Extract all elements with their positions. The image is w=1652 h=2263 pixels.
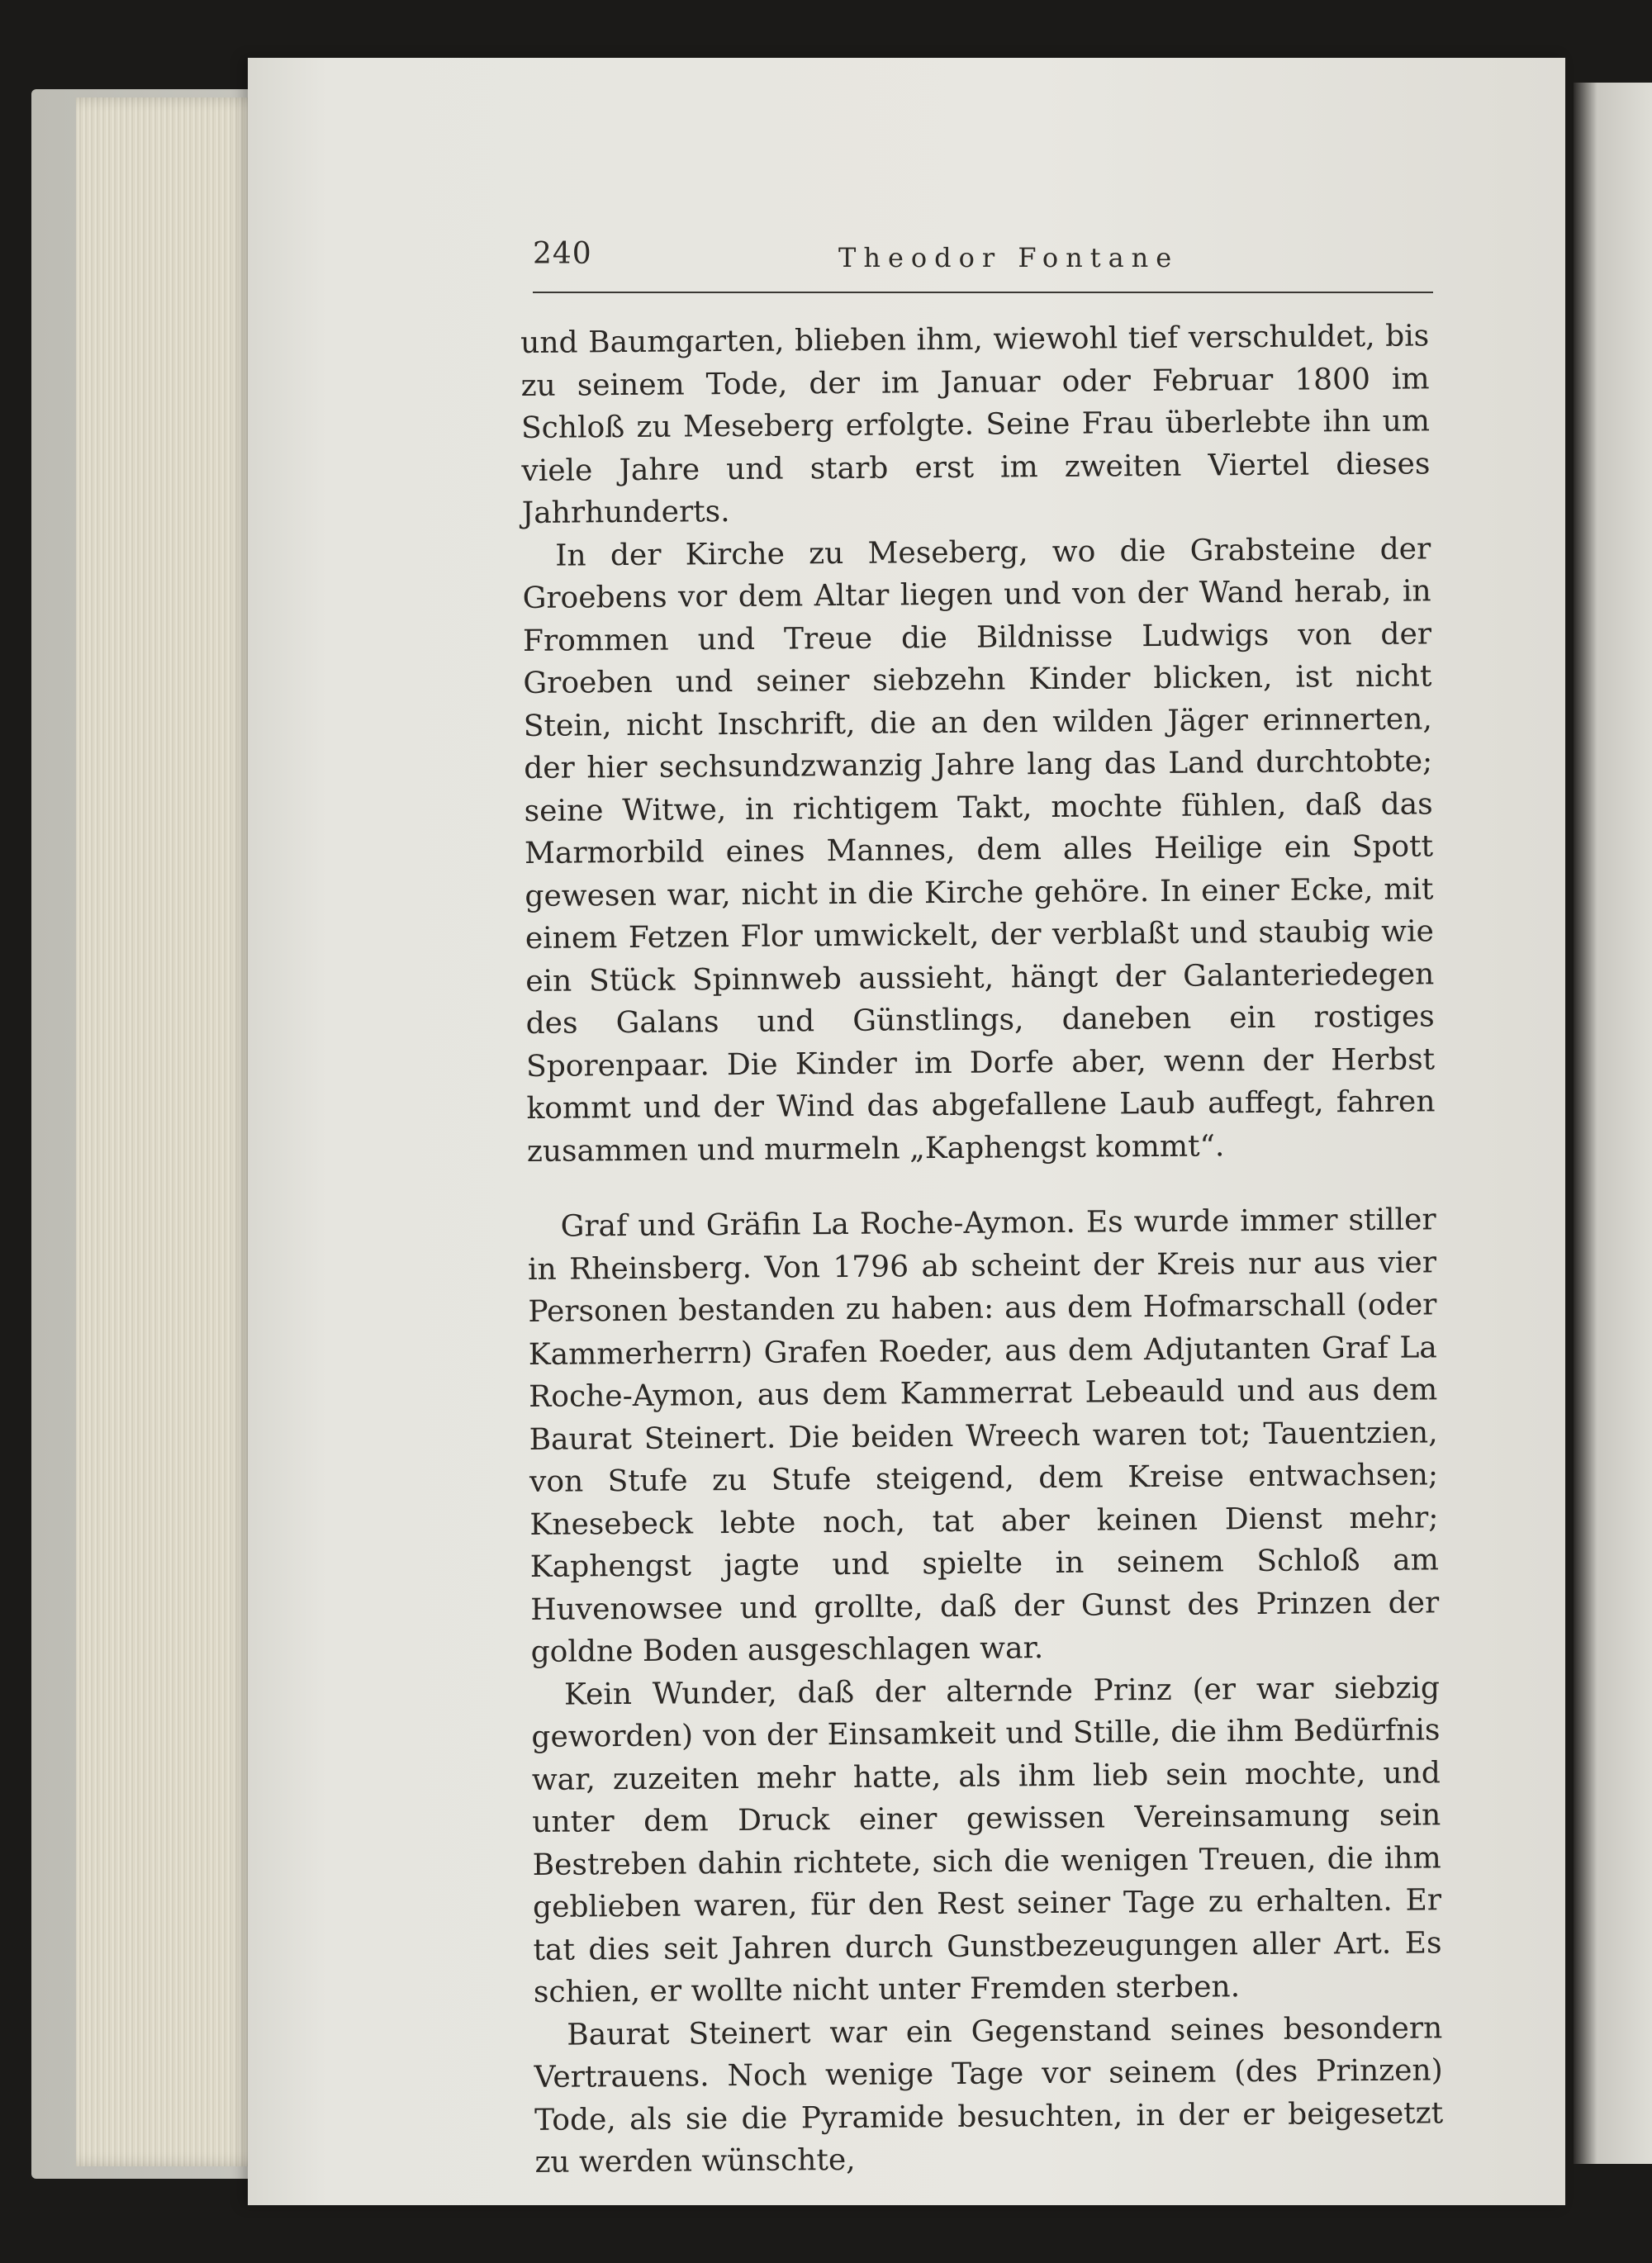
running-head: Theodor Fontane bbox=[838, 242, 1180, 273]
paragraph: Baurat Steinert war ein Gegenstand seines besondern Vertrauens. Noch wenige Tage vor seinem (des Prinzen) Tode, als sie die Pyramide besuchten, in der er beigesetzt zu werden wünschte, bbox=[534, 2010, 1444, 2180]
paragraph: und Baumgarten, blieben ihm, wiewohl tief verschuldet, bis zu seinem Tode, der im Januar oder Februar 1800 im Schloß zu Meseberg erfolgte. Seine Frau überlebte ihn um viele Jahre und starb erst im zweiten Viertel dieses Jahrhunderts. bbox=[520, 319, 1431, 530]
section-paragraph: Graf und Gräfin La Roche-Aymon. Es wurde immer stiller in Rheinsberg. Von 1796 ab scheint der Kreis nur aus vier Personen bestanden zu haben: aus dem Hofmarschall (oder Kammerherrn) Grafen Roeder, aus dem Adjutanten Graf La Roche-Aymon, aus dem Kammerrat Lebeauld und aus dem Baurat Steinert. Die beiden Wreech waren tot; Tauentzien, von Stufe zu Stufe steigend, dem Kreise entwachsen; Knesebeck lebte noch, tat aber keinen Dienst mehr; Kaphengst jagte und spielte in seinem Schloß am Huvenowsee und grollte, daß der Gunst des Prinzen der goldne Boden ausgeschlagen war. bbox=[527, 1203, 1440, 1669]
paragraph: Kein Wunder, daß der alternde Prinz (er war siebzig geworden) von der Einsamkeit und Stille, die ihm Bedürfnis war, zuzeiten mehr hatte, als ihm lieb sein mochte, und unter dem Druck einer gewissen Vereinsamung sein Bestreben dahin richtete, sich die wenigen Treuen, die ihm geblieben waren, für den Rest seiner Tage zu erhalten. Er tat dies seit Jahren durch Gunstbezeugungen aller Art. Es schien, er wollte nicht unter Fremden sterben. bbox=[531, 1670, 1442, 2009]
page-number: 240 bbox=[533, 237, 592, 271]
adjacent-page bbox=[1574, 83, 1652, 2164]
page-header bbox=[533, 234, 1433, 293]
body-text bbox=[520, 315, 1444, 2184]
paragraph: In der Kirche zu Meseberg, wo die Grabsteine der Groebens vor dem Altar liegen und von der Wand herab, in Frommen und Treue die Bildnisse Ludwigs von der Groeben und seiner siebzehn Kinder blicken, ist nicht Stein, nicht Inschrift, die an den wilden Jäger erinnerten, der hier sechsundzwanzig Jahre lang das Land durchtobte; seine Witwe, in richtigem Takt, mochte fühlen, daß das Marmorbild eines Mannes, dem alles Heilige ein Spott gewesen war, nicht in die Kirche gehöre. In einer Ecke, mit einem Fetzen Flor umwickelt, der verblaßt und staubig wie ein Stück Spinnweb aussieht, hängt der Galanteriedegen des Galans und Günstlings, daneben ein rostiges Sporenpaar. Die Kinder im Dorfe aber, wenn der Herbst kommt und der Wind das abgefallene Laub auffegt, fahren zusammen und murmeln „Kaphengst kommt“. bbox=[522, 531, 1436, 1169]
